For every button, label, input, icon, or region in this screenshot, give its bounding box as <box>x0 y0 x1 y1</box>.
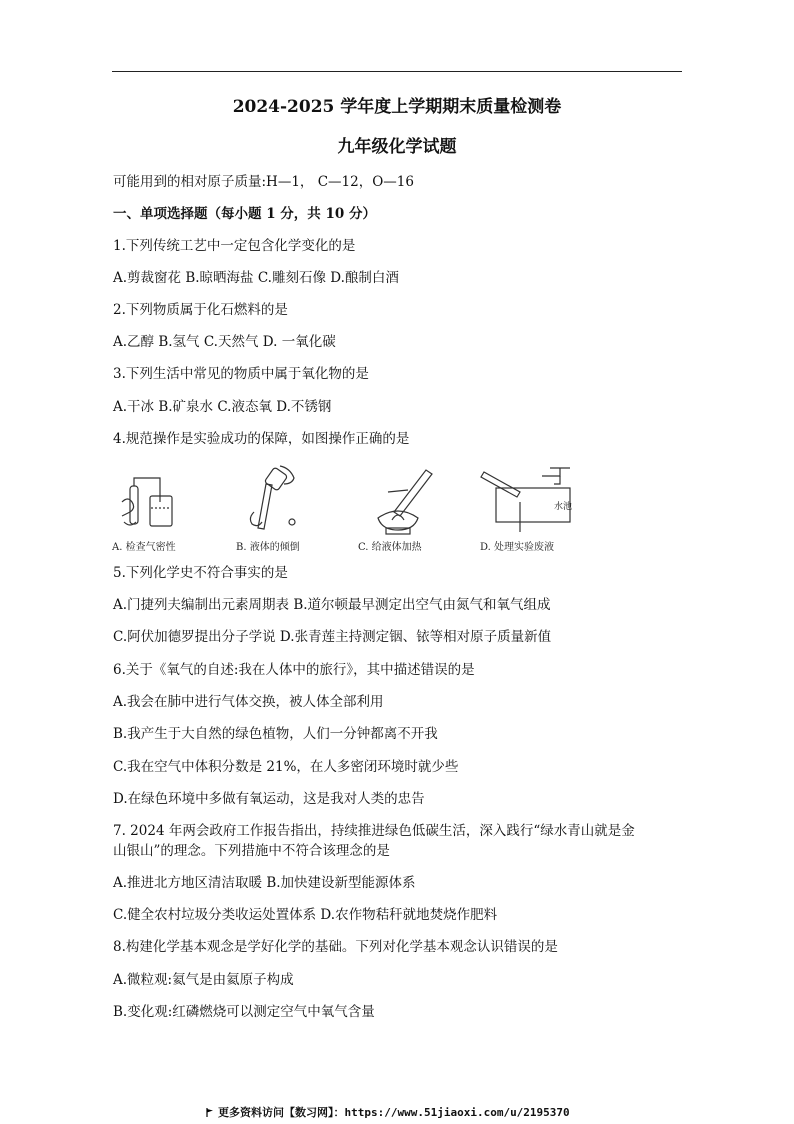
question-7-options-1: A.推进北方地区清洁取暖 B.加快建设新型能源体系 <box>113 875 416 891</box>
heating-illustration <box>358 462 468 538</box>
question-6-stem: 6.关于《氧气的自述:我在人体中的旅行》，其中描述错误的是 <box>113 662 475 678</box>
question-5-stem: 5.下列化学史不符合事实的是 <box>113 565 288 581</box>
figure-c-caption: C. 给液体加热 <box>358 542 422 553</box>
question-4-figures <box>112 462 582 554</box>
footer-text: 更多资料访问【数习网】：https://www.51jiaoxi.com/u/2195370 <box>218 1106 570 1119</box>
sink-label: 水池 <box>554 501 573 511</box>
exam-subtitle: 九年级化学试题 <box>337 137 457 157</box>
figure-c-heating <box>358 462 468 554</box>
question-2-options: A.乙醇 B.氢气 C.天然气 D. 一氧化碳 <box>113 334 336 350</box>
question-2-stem: 2.下列物质属于化石燃料的是 <box>113 302 288 318</box>
pouring-illustration <box>236 462 346 538</box>
question-1-stem: 1.下列传统工艺中一定包含化学变化的是 <box>113 238 356 254</box>
figure-d-caption: D. 处理实验废液 <box>480 542 555 553</box>
question-3-options: A.干冰 B.矿泉水 C.液态氧 D.不锈钢 <box>113 399 332 415</box>
header-rule <box>112 71 682 72</box>
question-6-option-c: C.我在空气中体积分数是 21%，在人多密闭环境时就少些 <box>113 759 459 775</box>
question-6-option-b: B.我产生于大自然的绿色植物，人们一分钟都离不开我 <box>113 726 438 742</box>
figure-b-pouring <box>236 462 346 554</box>
question-6-option-a: A.我会在肺中进行气体交换，被人体全部利用 <box>113 694 384 710</box>
figure-b-caption: B. 液体的倾倒 <box>236 542 300 553</box>
question-7-stem-1: 7. 2024 年两会政府工作报告指出，持续推进绿色低碳生活，深入践行“绿水青山就是金 <box>113 823 635 839</box>
exam-title: 2024-2025 学年度上学期期末质量检测卷 <box>232 97 562 117</box>
waste-disposal-illustration <box>480 462 590 538</box>
question-8-option-a: A.微粒观:氦气是由氦原子构成 <box>113 972 294 988</box>
question-7-stem-2: 山银山”的理念。下列措施中不符合该理念的是 <box>113 843 390 859</box>
question-5-options-1: A.门捷列夫编制出元素周期表 B.道尔顿最早测定出空气由氮气和氧气组成 <box>113 597 551 613</box>
airtightness-illustration <box>112 462 222 538</box>
section-heading: 一、单项选择题（每小题 1 分，共 10 分） <box>113 206 376 222</box>
question-7-options-2: C.健全农村垃圾分类收运处置体系 D.农作物秸秆就地焚烧作肥料 <box>113 907 498 923</box>
figure-a-airtightness <box>112 462 222 554</box>
footer-link[interactable] <box>206 1104 570 1120</box>
figure-a-caption: A. 检查气密性 <box>112 542 176 553</box>
question-5-options-2: C.阿伏加德罗提出分子学说 D.张青莲主持测定铟、铱等相对原子质量新值 <box>113 629 552 645</box>
question-4-stem: 4.规范操作是实验成功的保障，如图操作正确的是 <box>113 431 410 447</box>
question-6-option-d: D.在绿色环境中多做有氧运动，这是我对人类的忠告 <box>113 791 425 807</box>
question-8-option-b: B.变化观:红磷燃烧可以测定空气中氧气含量 <box>113 1004 375 1020</box>
atomic-mass-note: 可能用到的相对原子质量:H—1， C—12，O—16 <box>113 174 414 190</box>
question-8-stem: 8.构建化学基本观念是学好化学的基础。下列对化学基本观念认识错误的是 <box>113 939 558 955</box>
figure-d-waste <box>480 462 590 554</box>
question-1-options: A.剪裁窗花 B.晾晒海盐 C.雕刻石像 D.酿制白酒 <box>113 270 399 286</box>
flag-icon <box>206 1107 214 1116</box>
question-3-stem: 3.下列生活中常见的物质中属于氧化物的是 <box>113 366 369 382</box>
